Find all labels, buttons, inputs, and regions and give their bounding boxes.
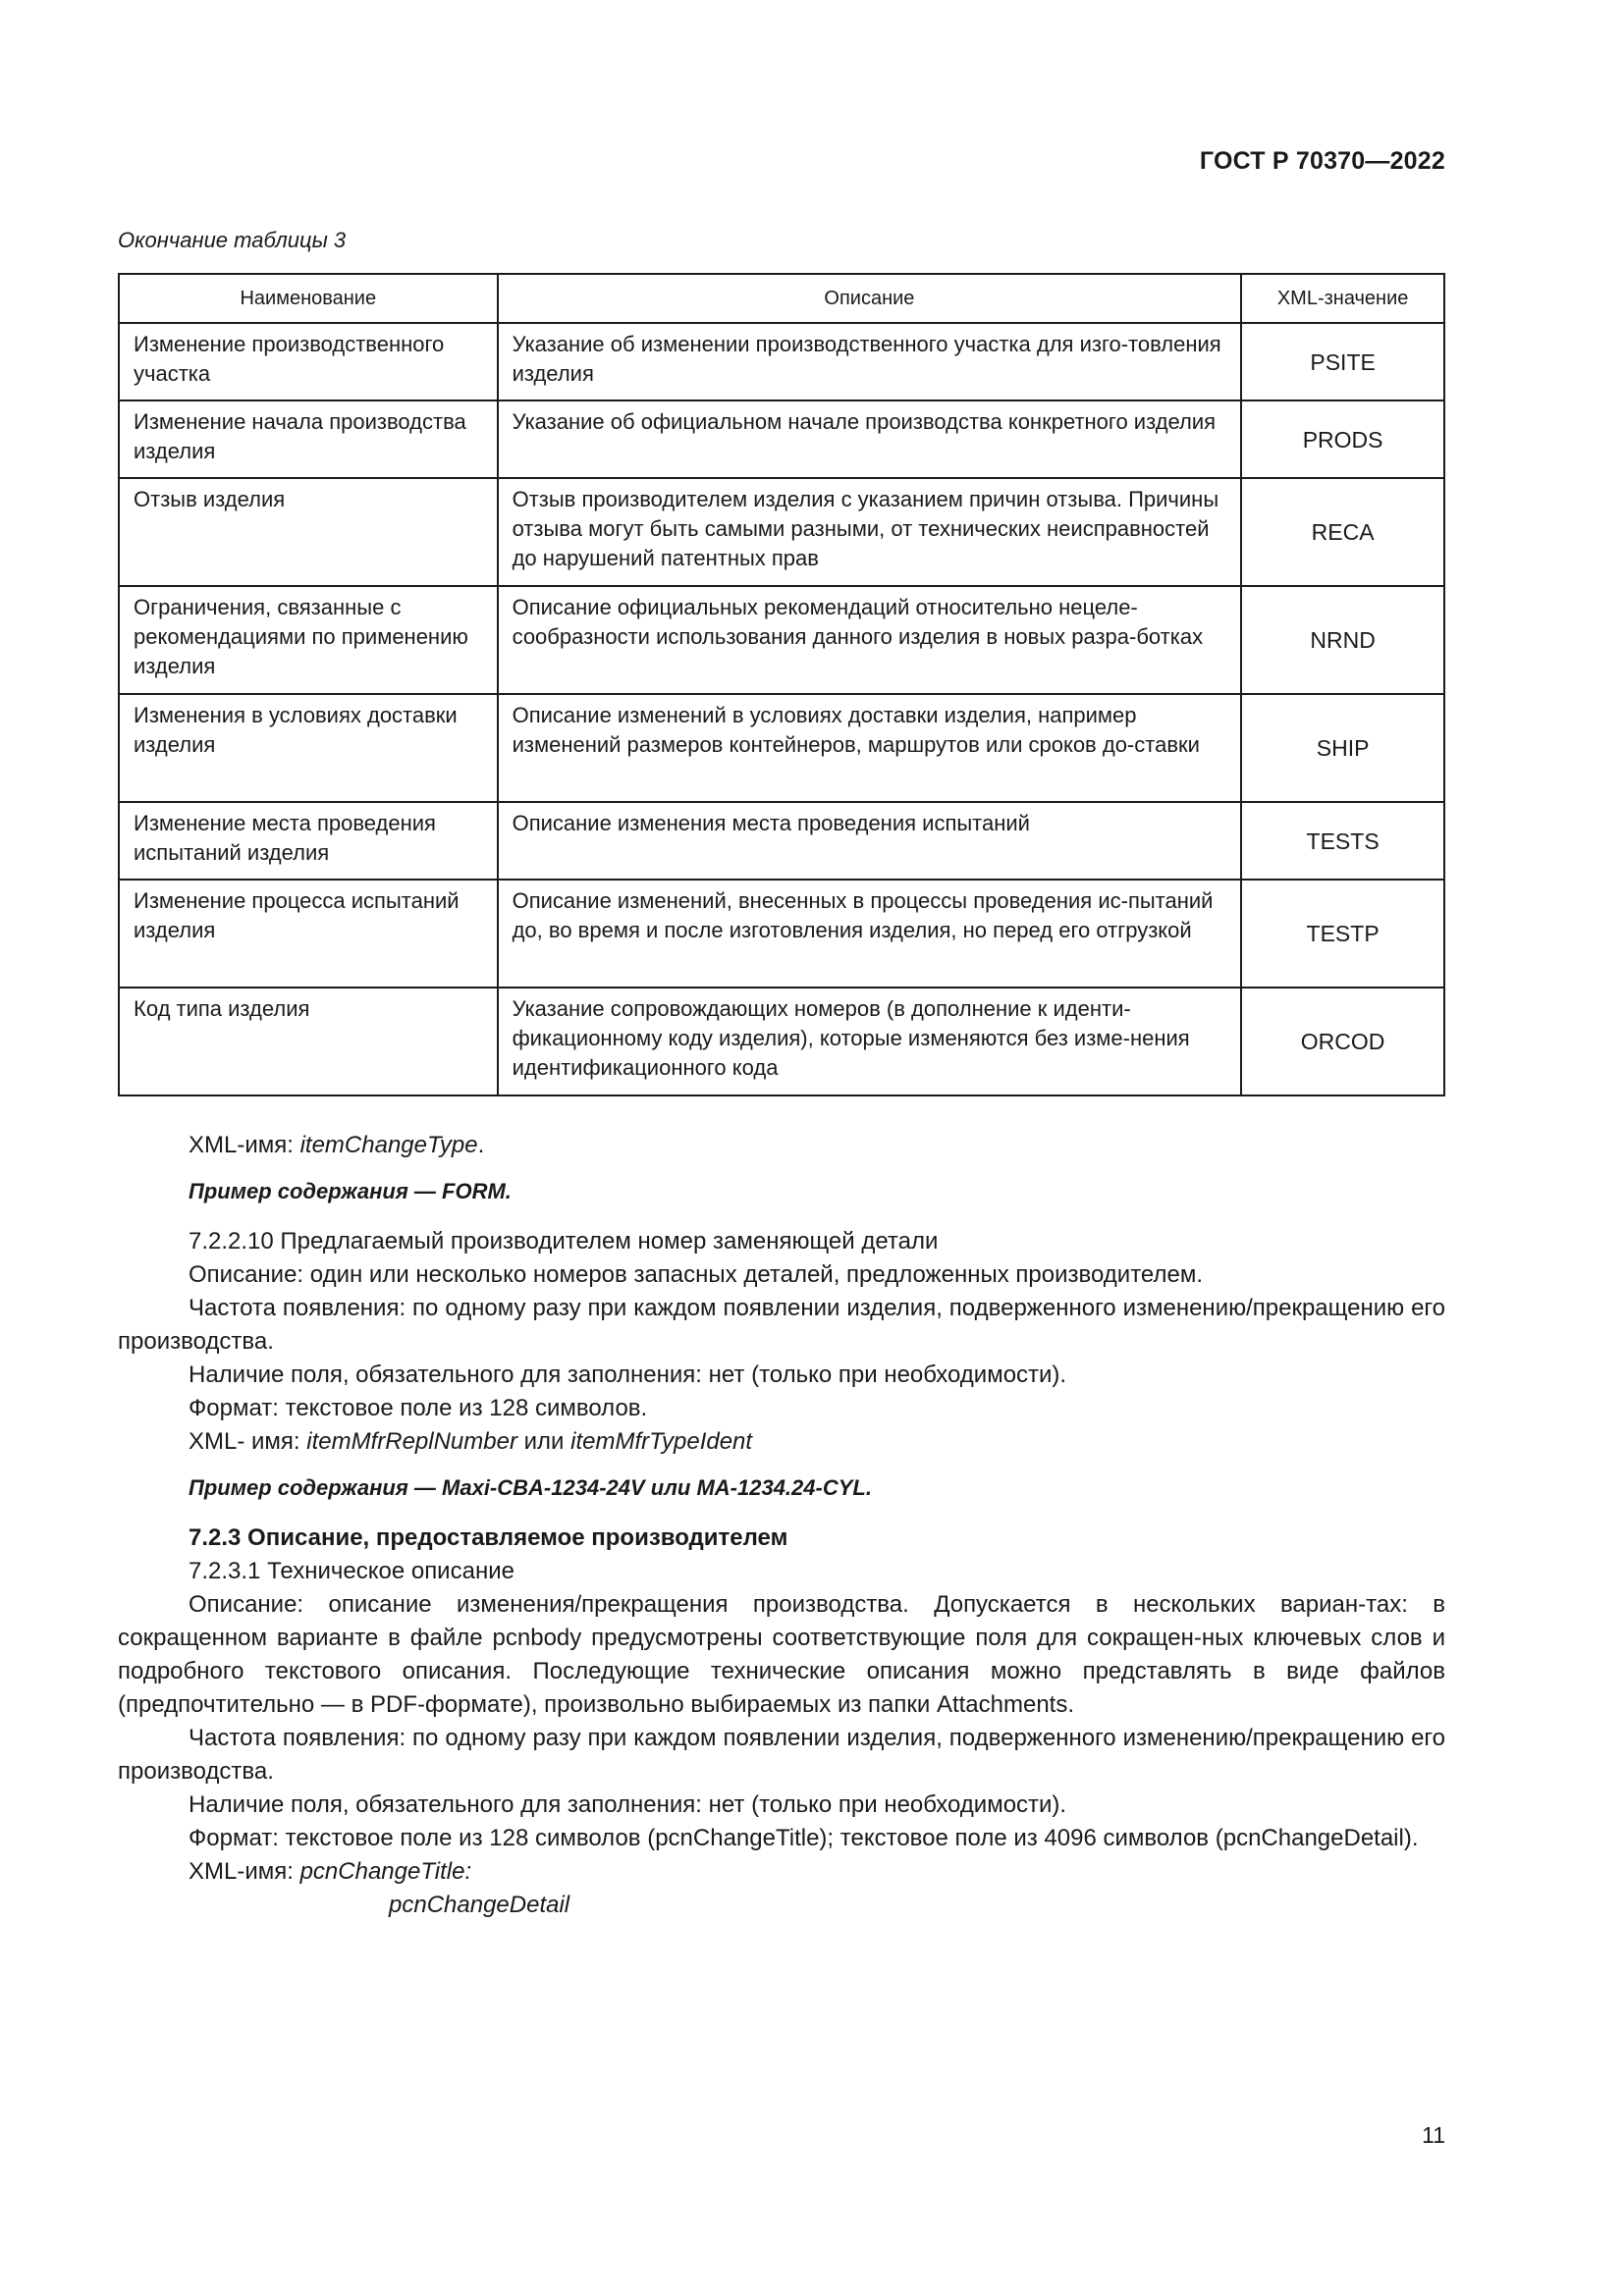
table-3 [118, 273, 1445, 1096]
cell-name: Изменение производственного участка [119, 323, 498, 400]
example-content: Пример содержания — Maxi-CBA-1234-24V или MA-1234.24-CYL. [189, 1475, 872, 1500]
frequency-line: Частота появления: по одному разу при каждом появлении изделия, подверженного изменению/прекращению его производства. [118, 1295, 1445, 1355]
cell-description: Отзыв производителем изделия с указанием причин отзыва. Причины отзыва могут быть самыми разными, от технических неисправностей до нарушений патентных прав [498, 478, 1242, 586]
description-paragraph: Описание: описание изменения/прекращения производства. Допускается в нескольких вариан-тах: в сокращенном варианте в файле pcnbody предусмотрены соответствующие поля для сокращен-ных ключевых слов и подробного текстового описания. Последующие технические описания можно представлять в виде файлов (предпочтительно — в PDF-формате), произвольно выбираемых из папки Attachments. [118, 1591, 1445, 1718]
cell-xml-value: PRODS [1241, 400, 1444, 478]
cell-description: Указание сопровождающих номеров (в дополнение к иденти-фикационному коду изделия), которые изменяются без изме-нения идентификационного кода [498, 988, 1242, 1095]
cell-description: Описание официальных рекомендаций относительно нецеле-сообразности использования данного изделия в новых разра-ботках [498, 586, 1242, 694]
format-line: Формат: текстовое поле из 128 символов. [189, 1395, 648, 1421]
xml-name-line: XML-имя: itemChangeType. [189, 1132, 485, 1158]
subsection-title: 7.2.3.1 Техническое описание [189, 1558, 514, 1584]
mandatory-line: Наличие поля, обязательного для заполнения: нет (только при необходимости). [189, 1791, 1067, 1818]
document-code: ГОСТ Р 70370—2022 [1199, 147, 1445, 175]
cell-xml-value: TESTP [1241, 880, 1444, 988]
cell-xml-value: RECA [1241, 478, 1444, 586]
cell-description: Описание изменений в условиях доставки изделия, например изменений размеров контейнеров, маршрутов или сроков до-ставки [498, 694, 1242, 802]
page-number: 11 [1422, 2122, 1445, 2148]
cell-description: Описание изменений, внесенных в процессы проведения ис-пытаний до, во время и после изготовления изделия, но перед его отгрузкой [498, 880, 1242, 988]
description-line: Описание: один или несколько номеров запасных деталей, предложенных производителем. [189, 1261, 1203, 1288]
cell-xml-value: PSITE [1241, 323, 1444, 400]
xml-name-line: XML-имя: pcnChangeTitle: [189, 1858, 472, 1885]
table-row [119, 988, 1444, 1095]
xml-name-line: XML- имя: itemMfrReplNumber или itemMfrTypeIdent [189, 1428, 753, 1455]
table-row [119, 880, 1444, 988]
mandatory-line: Наличие поля, обязательного для заполнения: нет (только при необходимости). [189, 1362, 1067, 1388]
body-text [118, 1129, 1445, 1922]
cell-xml-value: ORCOD [1241, 988, 1444, 1095]
cell-name: Изменение места проведения испытаний изделия [119, 802, 498, 880]
cell-name: Отзыв изделия [119, 478, 498, 586]
cell-description: Описание изменения места проведения испытаний [498, 802, 1242, 880]
table-row [119, 586, 1444, 694]
xml-name-continuation: pcnChangeDetail [389, 1892, 570, 1918]
table-caption: Окончание таблицы 3 [118, 228, 347, 252]
table-row [119, 802, 1444, 880]
table-header-row [119, 274, 1444, 323]
column-header-name: Наименование [119, 274, 498, 323]
table-row [119, 323, 1444, 400]
cell-name: Изменения в условиях доставки изделия [119, 694, 498, 802]
table-row [119, 400, 1444, 478]
example-content: Пример содержания — FORM. [189, 1179, 512, 1203]
cell-xml-value: SHIP [1241, 694, 1444, 802]
column-header-xml-value: XML-значение [1241, 274, 1444, 323]
table-row [119, 694, 1444, 802]
cell-name: Изменение начала производства изделия [119, 400, 498, 478]
cell-xml-value: NRND [1241, 586, 1444, 694]
section-title: 7.2.2.10 Предлагаемый производителем номер заменяющей детали [189, 1228, 939, 1255]
column-header-description: Описание [498, 274, 1242, 323]
cell-xml-value: TESTS [1241, 802, 1444, 880]
table-row [119, 478, 1444, 586]
cell-description: Указание об изменении производственного участка для изго-товления изделия [498, 323, 1242, 400]
frequency-line: Частота появления: по одному разу при каждом появлении изделия, подверженного изменению/прекращению его производства. [118, 1725, 1445, 1785]
cell-name: Изменение процесса испытаний изделия [119, 880, 498, 988]
section-heading: 7.2.3 Описание, предоставляемое производителем [189, 1524, 788, 1551]
cell-name: Ограничения, связанные с рекомендациями по применению изделия [119, 586, 498, 694]
cell-description: Указание об официальном начале производства конкретного изделия [498, 400, 1242, 478]
cell-name: Код типа изделия [119, 988, 498, 1095]
format-line: Формат: текстовое поле из 128 символов (pcnChangeTitle); текстовое поле из 4096 символов (pcnChangeDetail). [189, 1825, 1419, 1851]
